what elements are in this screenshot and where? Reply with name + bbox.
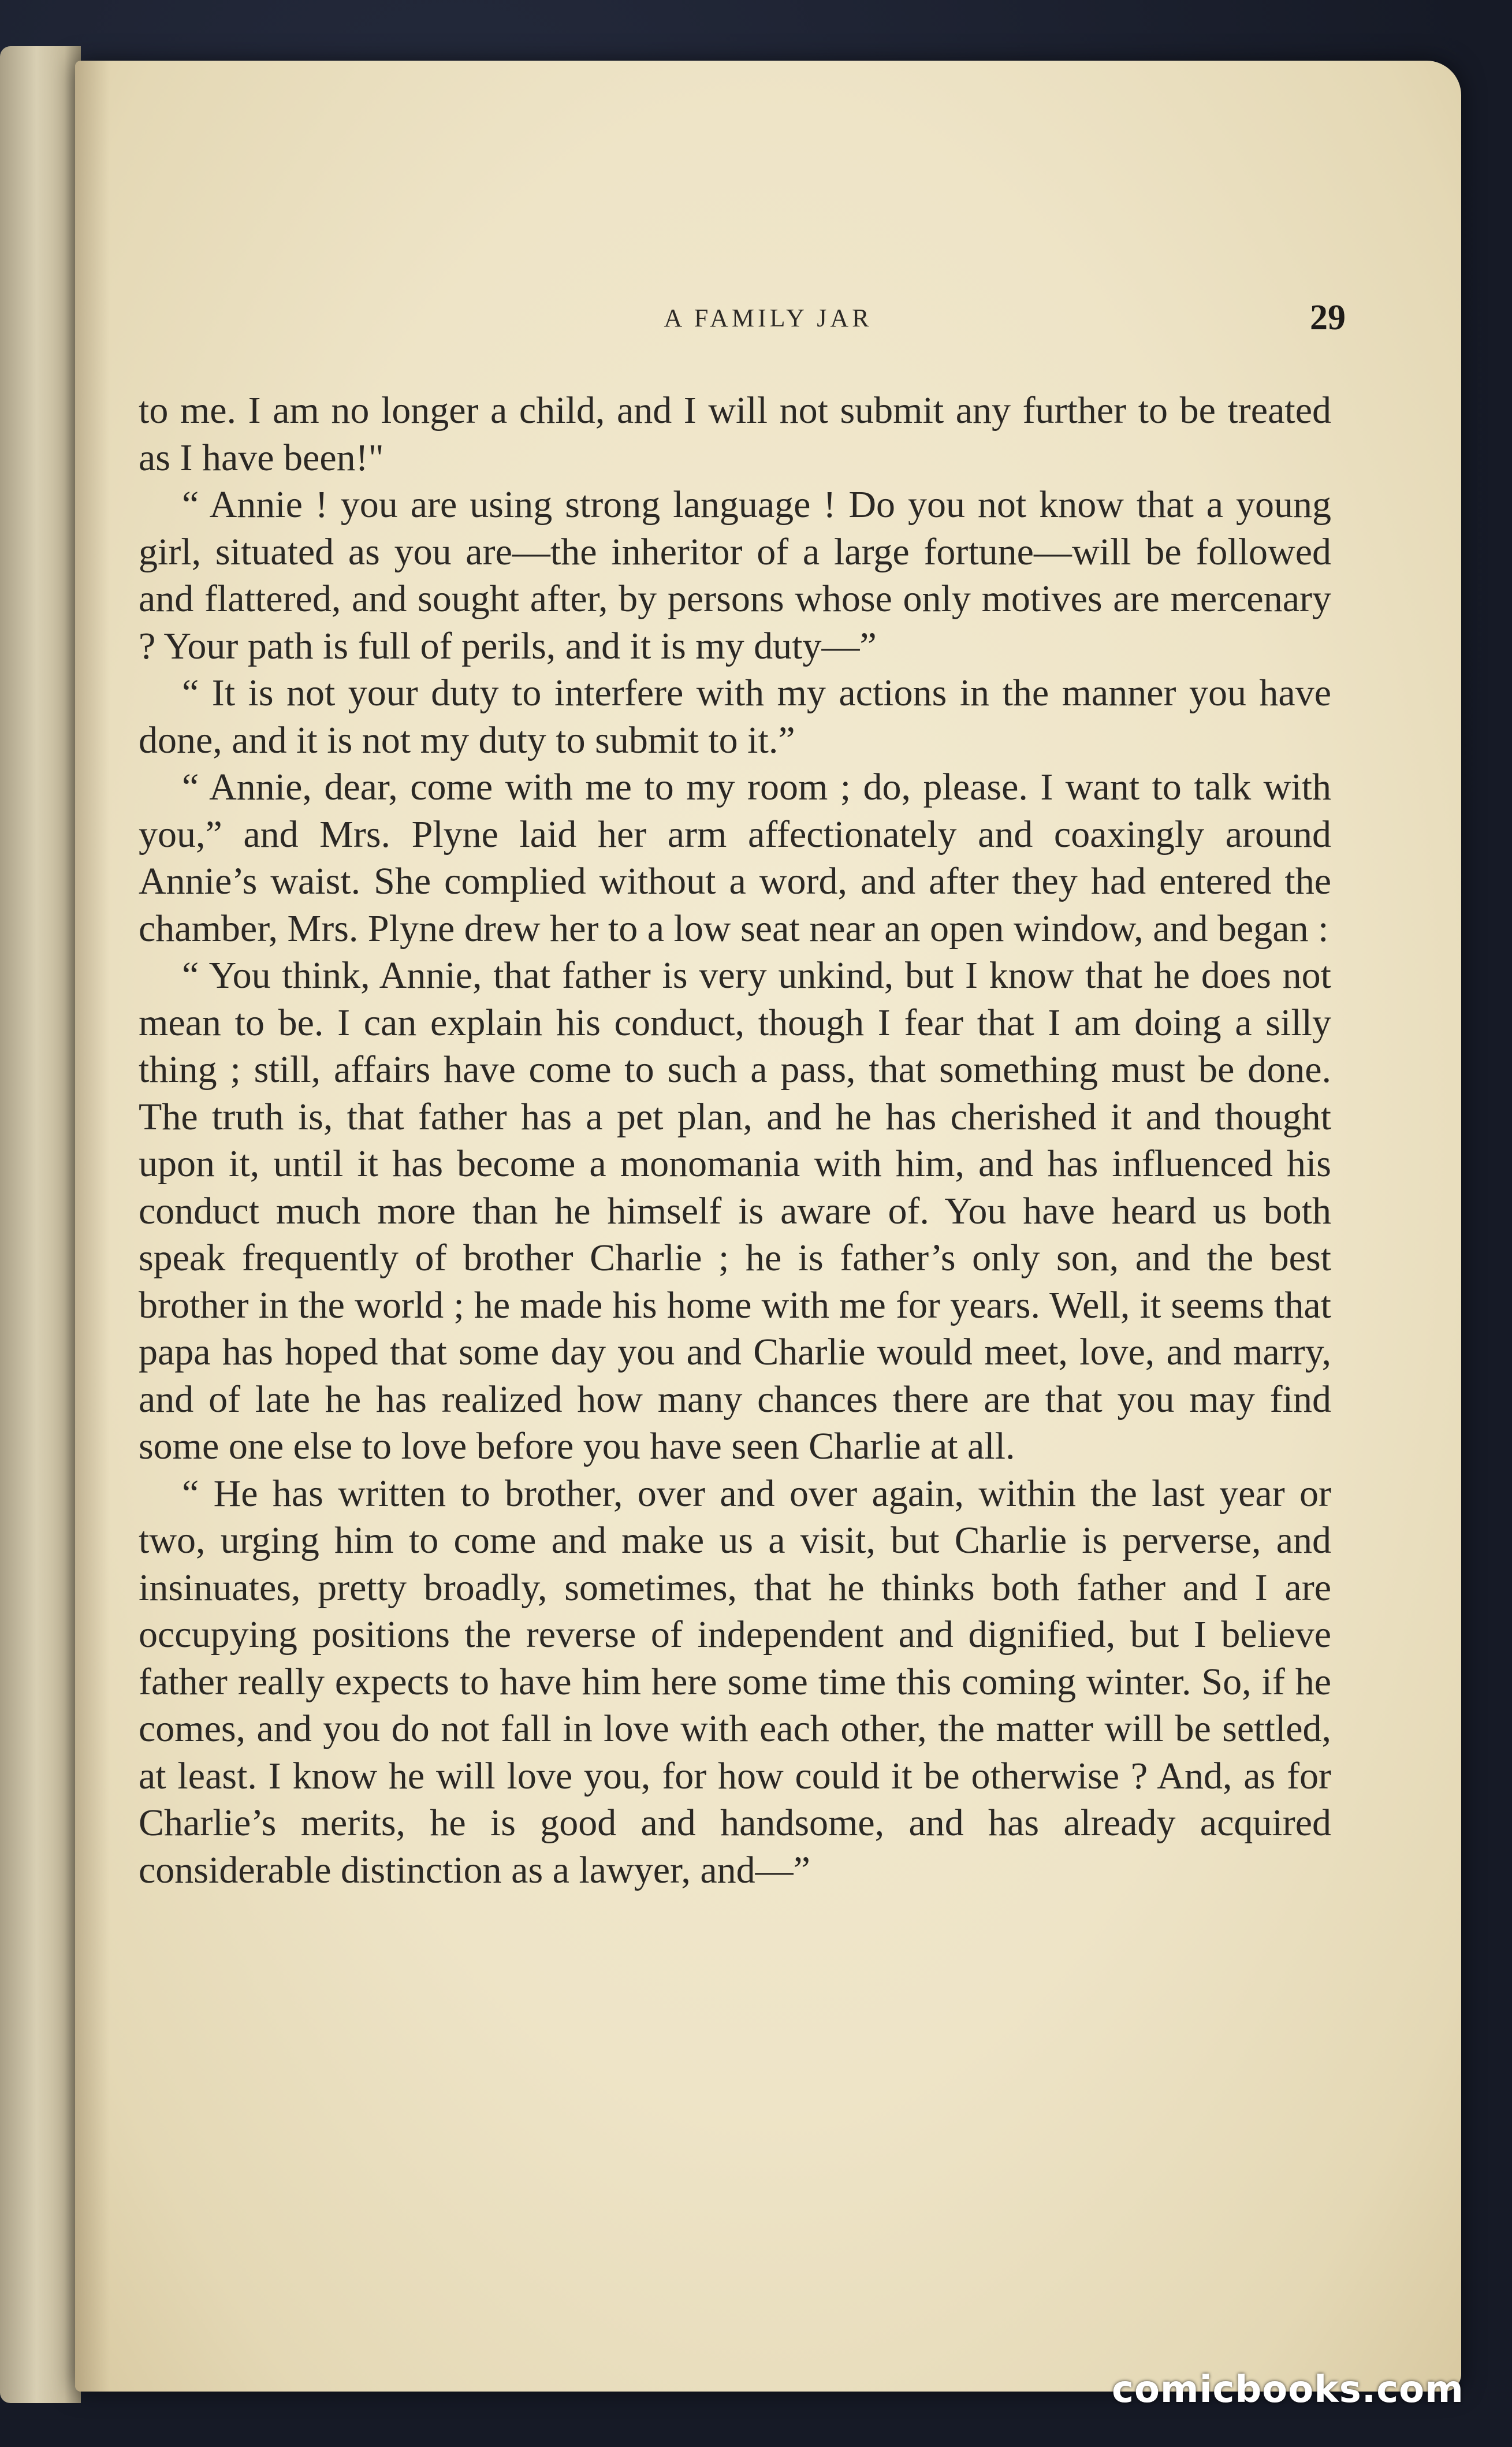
- paragraph: to me. I am no longer a child, and I will not submit any further to be treated as I have been!": [139, 389, 1331, 479]
- body-text: [139, 387, 1331, 1894]
- paragraph: “ He has written to brother, over and over again, within the last year or two, urging him to come and make us a visit, but Charlie is perverse, and insinuates, pretty broadly, sometimes, that he thinks both father and I are occupying positions the reverse of independent and dignified, but I believe father really expects to have him here some time this coming winter. So, if he comes, and you do not fall in love with each other, the matter will be settled, at least. I know he will love you, for how could it be otherwise ? And, as for Charlie’s merits, he is good and handsome, and has already acquired considerable distinction as a lawyer, and—”: [139, 1472, 1331, 1891]
- paragraph: “ Annie, dear, come with me to my room ; do, please. I want to talk with you,” and Mrs. Plyne laid her arm affectionately and coaxingly around Annie’s waist. She complied without a word, and after they had entered the chamber, Mrs. Plyne drew her to a low seat near an open window, and began :: [139, 766, 1331, 950]
- page-gutter-shadow: [75, 61, 110, 2392]
- paragraph: “ You think, Annie, that father is very unkind, but I know that he does not mean to be. I can explain his conduct, though I fear that I am doing a silly thing ; still, affairs have come to such a pass, that something must be done. The truth is, that father has a pet plan, and he has cherished it and thought upon it, until it has become a monomania with him, and has influenced his conduct much more than he himself is aware of. You have heard us both speak frequently of brother Charlie ; he is father’s only son, and the best brother in the world ; he made his home with me for years. Well, it seems that papa has hoped that some day you and Charlie would meet, love, and marry, and of late he has realized how many chances there are that you may find some one else to love before you have seen Charlie at all.: [139, 954, 1331, 1467]
- site-watermark: comicbooks.com: [1112, 2368, 1464, 2411]
- paragraph: “ Annie ! you are using strong language ! Do you not know that a young girl, situated as you are—the inheritor of a large fortune—will be followed and flattered, and sought after, by persons whose only motives are mercenary ? Your path is full of perils, and it is my duty—”: [139, 484, 1331, 667]
- book-page: [75, 61, 1461, 2392]
- running-title: A FAMILY JAR: [664, 304, 873, 332]
- running-header: [75, 298, 1461, 349]
- paragraph: “ It is not your duty to interfere with my actions in the manner you have done, and it is not my duty to submit to it.”: [139, 672, 1331, 761]
- previous-page-edge: [0, 46, 81, 2403]
- page-number: 29: [1310, 298, 1346, 337]
